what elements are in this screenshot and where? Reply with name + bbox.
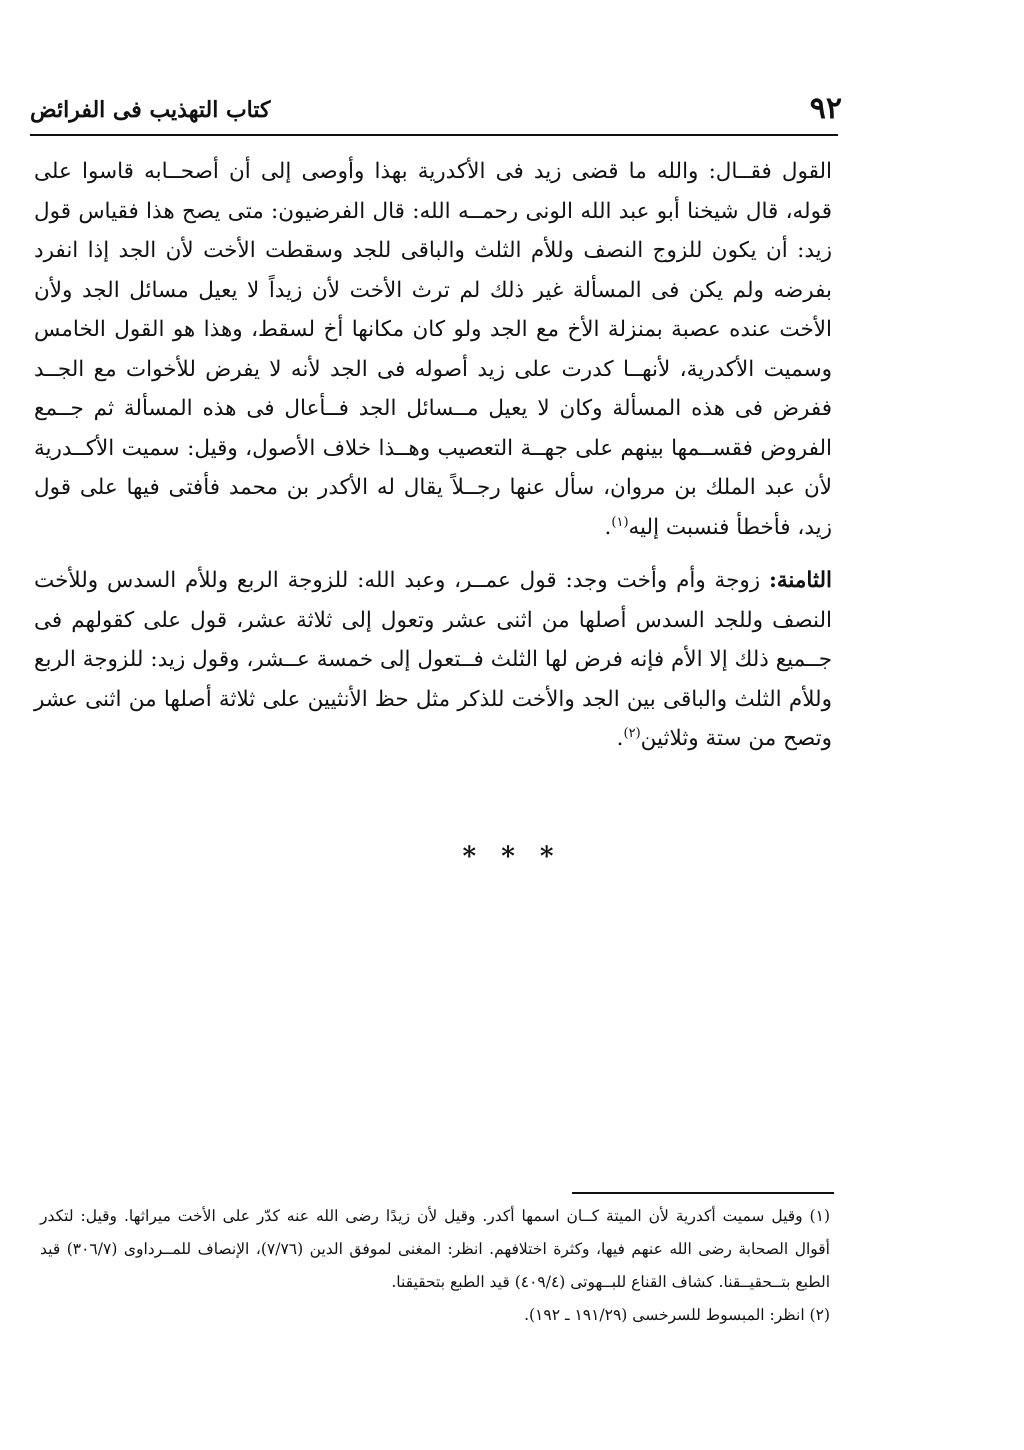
footnote-ref-1: (١) (611, 514, 629, 530)
paragraph-2-lead: الثامنة: (768, 568, 832, 593)
section-separator: * * * (462, 842, 562, 872)
footnote-rule (572, 1192, 834, 1194)
page-number: ٩٢ (809, 91, 842, 126)
main-text (34, 152, 832, 759)
footnote-ref-2: (٢) (623, 725, 641, 741)
running-title: كتاب التهذيب فى الفرائض (30, 97, 271, 123)
paragraph-1 (34, 152, 832, 547)
paragraph-2 (34, 561, 832, 759)
footnotes (40, 1200, 830, 1332)
page-header (30, 92, 842, 132)
footnote-2: (٢) انظر: المبسوط للسرخسى (١٩١/٢٩ ـ ١٩٢). (524, 1306, 830, 1324)
paragraph-1-text: القول فقــال: والله ما قضى زيد فى الأكدرية بهذا وأوصى إلى أن أصحــابه قاسوا على قوله، قال شيخنا أبو عبد الله الونى رحمــه الله: قال الفرضيون: متى يصح هذا فقياس قول زيد: أن يكون للزوج النصف وللأم الثلث والباقى للجد وسقطت الأخت لأن الجد إذا انفرد بفرضه ولم يكن فى المسألة غير ذلك لم ترث الأخت لأن زيداً لا يعيل مسائل الجد ولأن الأخت عنده عصبة بمنزلة الأخ مع الجد ولو كان مكانها أخ لسقط، وهذا هو القول الخامس وسميت الأكدرية، لأنهــا كدرت على زيد أصوله فى الجد لأنه لا يفرض للأخوات مع الجــد ففرض فى هذه المسألة وكان لا يعيل مــسائل الجد فــأعال فى هذه المسألة ثم جــمع الفروض فقســمها بينهم على جهــة التعصيب وهــذا خلاف الأصول، وقيل: سميت الأكــدرية لأن عبد الملك بن مروان، سأل عنها رجــلاً يقال له الأكدر بن محمد فأفتى فيها على قول زيد، فأخطأ فنسبت إليه (34, 159, 832, 540)
header-rule (30, 134, 838, 136)
footnote-1: (١) وقيل سميت أكدرية لأن الميتة كــان اسمها أكدر. وقيل لأن زيدًا رضى الله عنه كدّر على الأخت ميراثها. وقيل: لتكدر أقوال الصحابة رضى الله عنهم فيها، وكثرة اختلافهم. انظر: المغنى لموفق الدين (٧/٧٦)، الإنصاف للمــرداوى (٣٠٦/٧) قيد الطبع بتــحقيــقنا. كشاف القناع للبــهوتى (٤٠٩/٤) قيد الطبع بتحقيقنا. (40, 1207, 830, 1291)
paragraph-2-text: زوجة وأم وأخت وجد: قول عمــر، وعبد الله: للزوجة الربع وللأم السدس وللأخت النصف وللجد السدس أصلها من اثنى عشر وتعول إلى ثلاثة عشر، قول على كقولهم فى جــميع ذلك إلا الأم فإنه فرض لها الثلث فــتعول إلى خمسة عــشر، وقول زيد: للزوجة الربع وللأم الثلث والباقى بين الجد والأخت للذكر مثل حظ الأنثيين على ثلاثة أصلها من اثنى عشر وتصح من ستة وثلاثين (34, 568, 832, 751)
paragraph-1-end: . (604, 514, 612, 540)
paragraph-2-end: . (616, 726, 624, 751)
